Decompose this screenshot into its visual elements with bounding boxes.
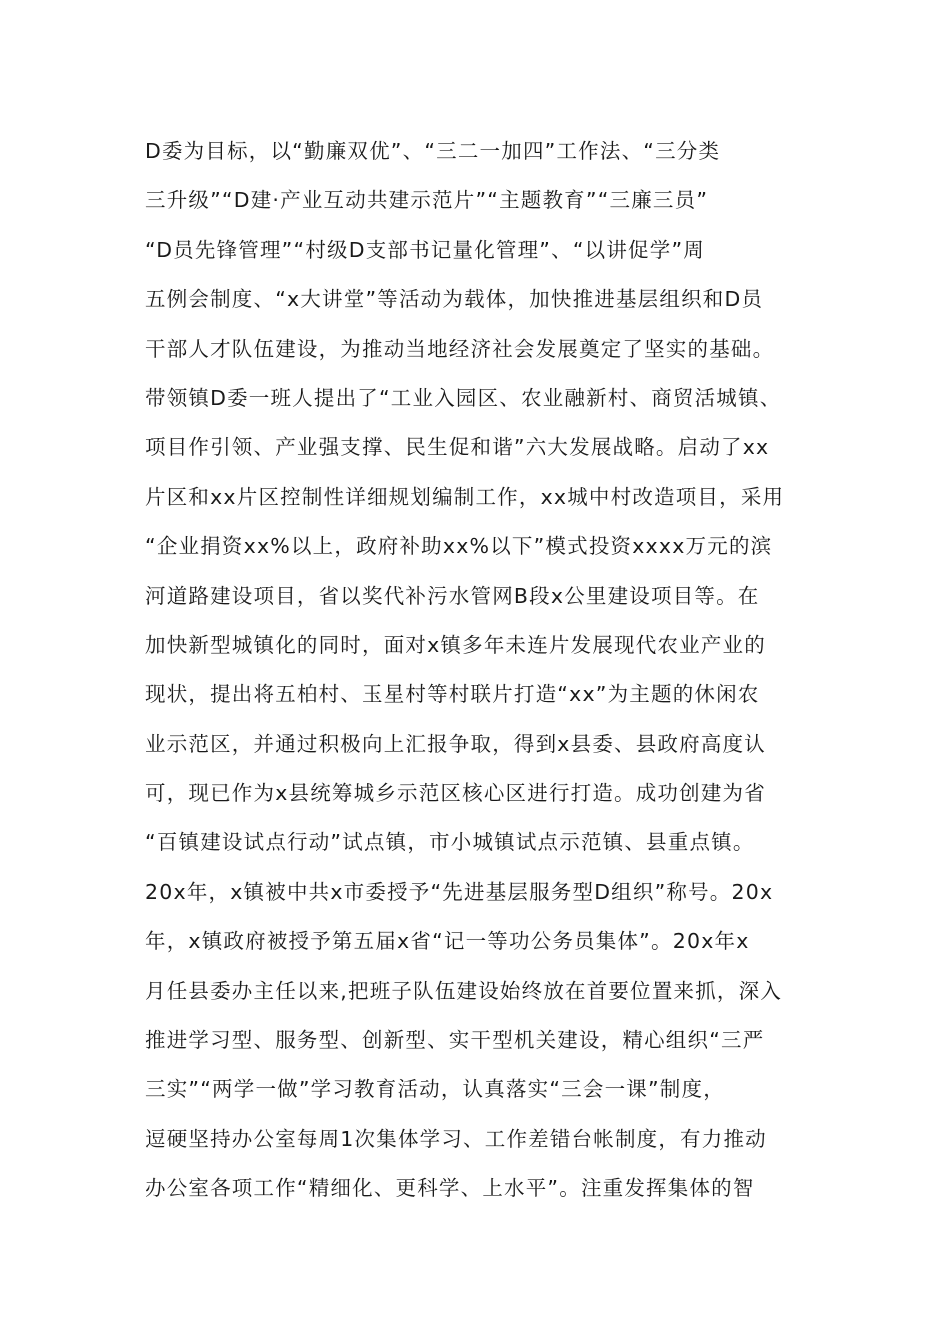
- text-line-6: 带领镇D委一班人提出了“工业入园区、农业融新村、商贸活城镇、: [145, 385, 782, 410]
- text-line-2: 三升级”“D建·产业互动共建示范片”“主题教育”“三廉三员”: [145, 188, 709, 213]
- text-line-14: 可，现已作为x县统筹城乡示范区核心区进行打造。成功创建为省: [145, 781, 766, 806]
- text-line-17: 年，x镇政府被授予第五届x省“记一等功公务员集体”。20x年x: [145, 929, 750, 954]
- text-line-4: 五例会制度、“x大讲堂”等活动为载体，加快推进基层组织和D员: [145, 287, 764, 312]
- text-line-16: 20x年，x镇被中共x市委授予“先进基层服务型D组织”称号。20x: [145, 879, 774, 904]
- text-line-5: 干部人才队伍建设，为推动当地经济社会发展奠定了坚实的基础。: [145, 336, 775, 361]
- text-line-21: 逗硬坚持办公室每周1次集体学习、工作差错台帐制度，有力推动: [145, 1126, 767, 1151]
- text-line-15: “百镇建设试点行动”试点镇，市小城镇试点示范镇、县重点镇。: [145, 830, 755, 855]
- text-line-18: 月任县委办主任以来,把班子队伍建设始终放在首要位置来抓，深入: [145, 978, 783, 1003]
- text-line-7: 项目作引领、产业强支撑、民生促和谐”六大发展战略。启动了xx: [145, 435, 770, 460]
- text-line-9: “企业捐资xx%以上，政府补助xx%以下”模式投资xxxx万元的滨: [145, 534, 773, 559]
- text-line-10: 河道路建设项目，省以奖代补污水管网B段x公里建设项目等。在: [145, 583, 760, 608]
- text-line-11: 加快新型城镇化的同时，面对x镇多年未连片发展现代农业产业的: [145, 632, 766, 657]
- text-line-19: 推进学习型、服务型、创新型、实干型机关建设，精心组织“三严: [145, 1028, 765, 1053]
- body-paragraph: [145, 127, 825, 1214]
- text-line-1: D委为目标，以“勤廉双优”、“三二一加四”工作法、“三分类: [145, 139, 721, 163]
- text-line-12: 现状，提出将五柏村、玉星村等村联片打造“xx”为主题的休闲农: [145, 682, 760, 707]
- text-line-22: 办公室各项工作“精细化、更科学、上水平”。注重发挥集体的智: [145, 1176, 755, 1201]
- text-line-8: 片区和xx片区控制性详细规划编制工作，xx城中村改造项目，采用: [145, 484, 785, 509]
- text-line-13: 业示范区，并通过积极向上汇报争取，得到x县委、县政府高度认: [145, 731, 766, 756]
- text-line-20: 三实”“两学一做”学习教育活动，认真落实“三会一课”制度，: [145, 1077, 725, 1102]
- text-line-3: “D员先锋管理”“村级D支部书记量化管理”、“以讲促学”周: [145, 237, 705, 262]
